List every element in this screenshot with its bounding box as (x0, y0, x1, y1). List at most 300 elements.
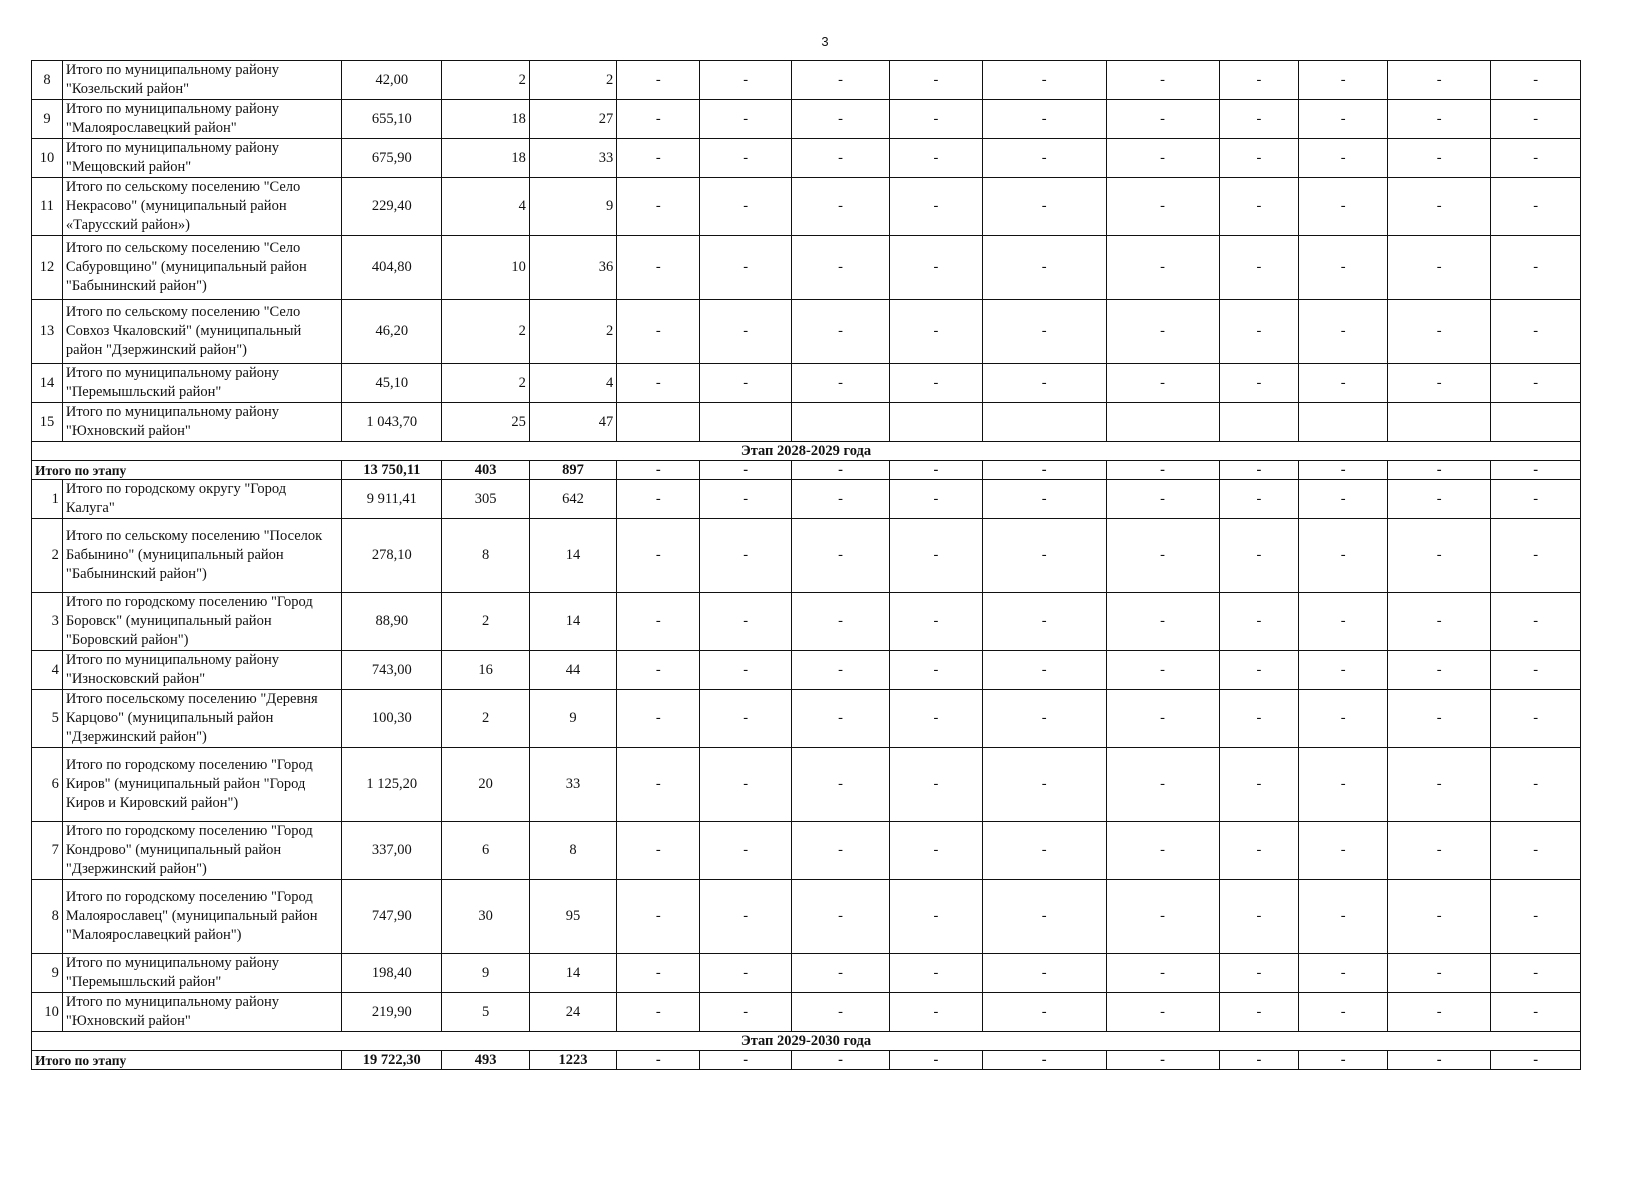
dash-cell: - (890, 954, 983, 993)
dash-cell: - (700, 1051, 792, 1070)
dash-cell: - (792, 993, 890, 1032)
dash-cell: - (982, 748, 1106, 822)
row-number: 13 (32, 300, 63, 364)
row-count-1: 2 (442, 364, 529, 403)
dash-cell: - (1219, 519, 1299, 593)
dash-cell: - (617, 593, 700, 651)
stage-total-row (32, 1051, 1581, 1070)
row-name: Итого по муниципальному району "Перемышльский район" (62, 364, 341, 403)
dash-cell: - (890, 100, 983, 139)
dash-cell: - (1387, 461, 1490, 480)
dash-cell: - (792, 100, 890, 139)
row-count-2: 95 (529, 880, 616, 954)
row-number: 8 (32, 880, 63, 954)
dash-cell: - (1219, 61, 1299, 100)
empty-cell (1106, 403, 1219, 442)
dash-cell: - (1491, 236, 1581, 300)
dash-cell: - (982, 519, 1106, 593)
dash-cell: - (1387, 364, 1490, 403)
dash-cell: - (1219, 236, 1299, 300)
row-name: Итого по сельскому поселению "Село Некрасово" (муниципальный район «Тарусский район») (62, 178, 341, 236)
dash-cell: - (700, 100, 792, 139)
row-number: 7 (32, 822, 63, 880)
row-name: Итого по сельскому поселению "Село Сабуровщино" (муниципальный район "Бабынинский район") (62, 236, 341, 300)
dash-cell: - (890, 480, 983, 519)
row-area: 404,80 (342, 236, 442, 300)
dash-cell: - (890, 1051, 983, 1070)
dash-cell: - (1219, 651, 1299, 690)
row-name: Итого по городскому поселению "Город Боровск" (муниципальный район "Боровский район") (62, 593, 341, 651)
dash-cell: - (700, 236, 792, 300)
dash-cell: - (1387, 651, 1490, 690)
row-count-2: 4 (529, 364, 616, 403)
dash-cell: - (890, 178, 983, 236)
stage-total-row (32, 461, 1581, 480)
dash-cell: - (1219, 690, 1299, 748)
dash-cell: - (1387, 748, 1490, 822)
table-row (32, 100, 1581, 139)
dash-cell: - (617, 651, 700, 690)
stage-total-label: Итого по этапу (32, 461, 342, 480)
row-count-1: 9 (442, 954, 529, 993)
table-row (32, 364, 1581, 403)
dash-cell: - (1106, 100, 1219, 139)
dash-cell: - (1491, 822, 1581, 880)
dash-cell: - (1299, 519, 1387, 593)
dash-cell: - (890, 651, 983, 690)
dash-cell: - (617, 1051, 700, 1070)
table-row (32, 993, 1581, 1032)
stage-total-label: Итого по этапу (32, 1051, 342, 1070)
dash-cell: - (1299, 651, 1387, 690)
row-count-2: 2 (529, 61, 616, 100)
row-area: 747,90 (342, 880, 442, 954)
dash-cell: - (617, 748, 700, 822)
dash-cell: - (1299, 461, 1387, 480)
row-count-1: 4 (442, 178, 529, 236)
stage-total-area: 19 722,30 (342, 1051, 442, 1070)
row-number: 15 (32, 403, 63, 442)
dash-cell: - (617, 178, 700, 236)
row-count-1: 2 (442, 690, 529, 748)
row-name: Итого по городскому поселению "Город Кондрово" (муниципальный район "Дзержинский район") (62, 822, 341, 880)
dash-cell: - (1106, 300, 1219, 364)
table-row (32, 480, 1581, 519)
row-count-2: 36 (529, 236, 616, 300)
row-count-1: 25 (442, 403, 529, 442)
table-row (32, 690, 1581, 748)
dash-cell: - (1387, 822, 1490, 880)
row-area: 88,90 (342, 593, 442, 651)
dash-cell: - (1299, 993, 1387, 1032)
dash-cell: - (700, 748, 792, 822)
empty-cell (982, 403, 1106, 442)
row-count-2: 24 (529, 993, 616, 1032)
dash-cell: - (982, 690, 1106, 748)
table-row (32, 651, 1581, 690)
row-count-1: 2 (442, 61, 529, 100)
dash-cell: - (1106, 364, 1219, 403)
data-table (31, 60, 1581, 1070)
dash-cell: - (1106, 139, 1219, 178)
dash-cell: - (1491, 100, 1581, 139)
row-count-2: 44 (529, 651, 616, 690)
dash-cell: - (982, 954, 1106, 993)
dash-cell: - (700, 364, 792, 403)
row-number: 6 (32, 748, 63, 822)
row-name: Итого по городскому округу "Город Калуга" (62, 480, 341, 519)
dash-cell: - (1106, 480, 1219, 519)
dash-cell: - (1106, 748, 1219, 822)
dash-cell: - (1219, 1051, 1299, 1070)
row-number: 5 (32, 690, 63, 748)
table-row (32, 178, 1581, 236)
table-row (32, 139, 1581, 178)
row-name: Итого по муниципальному району "Юхновский район" (62, 993, 341, 1032)
dash-cell: - (1387, 480, 1490, 519)
row-name: Итого по городскому поселению "Город Малоярославец" (муниципальный район "Малоярославецкий район") (62, 880, 341, 954)
row-count-2: 9 (529, 178, 616, 236)
dash-cell: - (617, 364, 700, 403)
dash-cell: - (982, 480, 1106, 519)
row-number: 14 (32, 364, 63, 403)
row-count-2: 2 (529, 300, 616, 364)
dash-cell: - (792, 139, 890, 178)
row-area: 42,00 (342, 61, 442, 100)
table-row (32, 403, 1581, 442)
dash-cell: - (1106, 822, 1219, 880)
row-count-2: 14 (529, 593, 616, 651)
dash-cell: - (982, 461, 1106, 480)
row-name: Итого по сельскому поселению "Село Совхоз Чкаловский" (муниципальный район "Дзержинский район") (62, 300, 341, 364)
dash-cell: - (890, 139, 983, 178)
dash-cell: - (1219, 364, 1299, 403)
row-area: 655,10 (342, 100, 442, 139)
row-number: 11 (32, 178, 63, 236)
row-count-1: 2 (442, 593, 529, 651)
dash-cell: - (700, 519, 792, 593)
dash-cell: - (617, 461, 700, 480)
dash-cell: - (1299, 822, 1387, 880)
dash-cell: - (792, 748, 890, 822)
row-area: 675,90 (342, 139, 442, 178)
dash-cell: - (1387, 954, 1490, 993)
dash-cell: - (792, 461, 890, 480)
row-area: 100,30 (342, 690, 442, 748)
dash-cell: - (1299, 1051, 1387, 1070)
dash-cell: - (890, 300, 983, 364)
dash-cell: - (1106, 61, 1219, 100)
dash-cell: - (1491, 993, 1581, 1032)
dash-cell: - (1491, 300, 1581, 364)
dash-cell: - (617, 519, 700, 593)
dash-cell: - (1219, 100, 1299, 139)
dash-cell: - (792, 480, 890, 519)
stage-total-area: 13 750,11 (342, 461, 442, 480)
dash-cell: - (700, 139, 792, 178)
dash-cell: - (792, 880, 890, 954)
table-row (32, 822, 1581, 880)
row-name: Итого по муниципальному району "Износковский район" (62, 651, 341, 690)
dash-cell: - (1299, 100, 1387, 139)
dash-cell: - (1387, 880, 1490, 954)
dash-cell: - (890, 748, 983, 822)
dash-cell: - (890, 519, 983, 593)
dash-cell: - (1491, 461, 1581, 480)
row-number: 10 (32, 139, 63, 178)
dash-cell: - (982, 593, 1106, 651)
empty-cell (890, 403, 983, 442)
dash-cell: - (1491, 1051, 1581, 1070)
row-name: Итого по муниципальному району "Малоярославецкий район" (62, 100, 341, 139)
row-number: 9 (32, 954, 63, 993)
dash-cell: - (982, 178, 1106, 236)
row-number: 10 (32, 993, 63, 1032)
row-area: 337,00 (342, 822, 442, 880)
dash-cell: - (1106, 954, 1219, 993)
dash-cell: - (1299, 480, 1387, 519)
row-count-2: 33 (529, 139, 616, 178)
row-count-1: 10 (442, 236, 529, 300)
dash-cell: - (1387, 236, 1490, 300)
dash-cell: - (1106, 593, 1219, 651)
table-row (32, 300, 1581, 364)
dash-cell: - (1491, 480, 1581, 519)
dash-cell: - (1299, 61, 1387, 100)
table-row (32, 519, 1581, 593)
dash-cell: - (617, 300, 700, 364)
empty-cell (1491, 403, 1581, 442)
stage-total-count-1: 403 (442, 461, 529, 480)
dash-cell: - (982, 300, 1106, 364)
row-area: 219,90 (342, 993, 442, 1032)
empty-cell (1299, 403, 1387, 442)
dash-cell: - (1106, 1051, 1219, 1070)
dash-cell: - (890, 461, 983, 480)
row-area: 1 125,20 (342, 748, 442, 822)
table-row (32, 61, 1581, 100)
page-number: 3 (821, 34, 829, 49)
table-row (32, 748, 1581, 822)
row-area: 278,10 (342, 519, 442, 593)
dash-cell: - (700, 822, 792, 880)
dash-cell: - (982, 100, 1106, 139)
row-area: 198,40 (342, 954, 442, 993)
row-number: 8 (32, 61, 63, 100)
dash-cell: - (890, 993, 983, 1032)
row-number: 1 (32, 480, 63, 519)
dash-cell: - (1491, 880, 1581, 954)
dash-cell: - (1106, 236, 1219, 300)
dash-cell: - (1219, 139, 1299, 178)
row-count-1: 16 (442, 651, 529, 690)
dash-cell: - (1491, 690, 1581, 748)
row-area: 46,20 (342, 300, 442, 364)
dash-cell: - (1106, 651, 1219, 690)
dash-cell: - (1387, 593, 1490, 651)
dash-cell: - (1491, 748, 1581, 822)
dash-cell: - (890, 880, 983, 954)
dash-cell: - (1387, 139, 1490, 178)
dash-cell: - (982, 236, 1106, 300)
dash-cell: - (1219, 300, 1299, 364)
dash-cell: - (1491, 593, 1581, 651)
dash-cell: - (792, 61, 890, 100)
dash-cell: - (1387, 1051, 1490, 1070)
dash-cell: - (982, 139, 1106, 178)
dash-cell: - (1387, 61, 1490, 100)
dash-cell: - (792, 364, 890, 403)
dash-cell: - (1299, 236, 1387, 300)
row-count-2: 27 (529, 100, 616, 139)
row-count-2: 642 (529, 480, 616, 519)
dash-cell: - (1491, 364, 1581, 403)
row-area: 9 911,41 (342, 480, 442, 519)
row-count-1: 6 (442, 822, 529, 880)
dash-cell: - (982, 364, 1106, 403)
table-row (32, 593, 1581, 651)
row-name: Итого посельскому поселению "Деревня Карцово" (муниципальный район "Дзержинский район") (62, 690, 341, 748)
dash-cell: - (1219, 954, 1299, 993)
dash-cell: - (1491, 651, 1581, 690)
dash-cell: - (1299, 139, 1387, 178)
dash-cell: - (982, 61, 1106, 100)
dash-cell: - (700, 480, 792, 519)
dash-cell: - (617, 822, 700, 880)
dash-cell: - (792, 300, 890, 364)
row-count-2: 47 (529, 403, 616, 442)
row-count-1: 18 (442, 100, 529, 139)
row-name: Итого по муниципальному району "Перемышльский район" (62, 954, 341, 993)
dash-cell: - (617, 993, 700, 1032)
dash-cell: - (792, 593, 890, 651)
dash-cell: - (1106, 993, 1219, 1032)
dash-cell: - (1491, 61, 1581, 100)
dash-cell: - (792, 519, 890, 593)
dash-cell: - (792, 690, 890, 748)
dash-cell: - (982, 880, 1106, 954)
dash-cell: - (1387, 519, 1490, 593)
table-row (32, 880, 1581, 954)
row-count-2: 8 (529, 822, 616, 880)
dash-cell: - (1491, 954, 1581, 993)
row-count-1: 305 (442, 480, 529, 519)
row-count-2: 14 (529, 954, 616, 993)
dash-cell: - (700, 690, 792, 748)
dash-cell: - (1299, 364, 1387, 403)
dash-cell: - (700, 880, 792, 954)
dash-cell: - (1106, 690, 1219, 748)
dash-cell: - (1299, 748, 1387, 822)
row-number: 4 (32, 651, 63, 690)
dash-cell: - (890, 364, 983, 403)
row-count-1: 2 (442, 300, 529, 364)
dash-cell: - (1387, 178, 1490, 236)
dash-cell: - (792, 651, 890, 690)
dash-cell: - (1219, 993, 1299, 1032)
stage-header-row (32, 442, 1581, 461)
dash-cell: - (1106, 178, 1219, 236)
dash-cell: - (890, 593, 983, 651)
row-count-2: 33 (529, 748, 616, 822)
dash-cell: - (617, 690, 700, 748)
dash-cell: - (1299, 954, 1387, 993)
row-count-1: 18 (442, 139, 529, 178)
dash-cell: - (1299, 880, 1387, 954)
stage-total-count-1: 493 (442, 1051, 529, 1070)
dash-cell: - (1387, 100, 1490, 139)
row-number: 3 (32, 593, 63, 651)
dash-cell: - (617, 480, 700, 519)
dash-cell: - (1491, 519, 1581, 593)
row-area: 743,00 (342, 651, 442, 690)
dash-cell: - (1299, 178, 1387, 236)
dash-cell: - (792, 1051, 890, 1070)
dash-cell: - (700, 300, 792, 364)
dash-cell: - (1299, 690, 1387, 748)
dash-cell: - (1491, 139, 1581, 178)
row-area: 229,40 (342, 178, 442, 236)
dash-cell: - (792, 178, 890, 236)
dash-cell: - (617, 61, 700, 100)
row-count-1: 20 (442, 748, 529, 822)
table-body (32, 61, 1581, 1070)
dash-cell: - (1219, 480, 1299, 519)
dash-cell: - (890, 61, 983, 100)
row-name: Итого по городскому поселению "Город Киров" (муниципальный район "Город Киров и Кировский район") (62, 748, 341, 822)
row-number: 2 (32, 519, 63, 593)
dash-cell: - (1219, 178, 1299, 236)
dash-cell: - (617, 236, 700, 300)
dash-cell: - (700, 651, 792, 690)
dash-cell: - (982, 822, 1106, 880)
row-count-1: 8 (442, 519, 529, 593)
dash-cell: - (792, 822, 890, 880)
row-name: Итого по муниципальному району "Юхновский район" (62, 403, 341, 442)
row-area: 45,10 (342, 364, 442, 403)
dash-cell: - (1299, 300, 1387, 364)
row-count-1: 5 (442, 993, 529, 1032)
row-number: 12 (32, 236, 63, 300)
empty-cell (1387, 403, 1490, 442)
table-row (32, 236, 1581, 300)
dash-cell: - (617, 139, 700, 178)
dash-cell: - (617, 100, 700, 139)
dash-cell: - (1219, 461, 1299, 480)
dash-cell: - (617, 954, 700, 993)
row-area: 1 043,70 (342, 403, 442, 442)
dash-cell: - (700, 461, 792, 480)
dash-cell: - (982, 651, 1106, 690)
dash-cell: - (617, 880, 700, 954)
empty-cell (617, 403, 700, 442)
row-number: 9 (32, 100, 63, 139)
stage-title: Этап 2028-2029 года (32, 442, 1581, 461)
stage-total-count-2: 1223 (529, 1051, 616, 1070)
dash-cell: - (1106, 461, 1219, 480)
dash-cell: - (982, 993, 1106, 1032)
dash-cell: - (1299, 593, 1387, 651)
row-count-1: 30 (442, 880, 529, 954)
stage-title: Этап 2029-2030 года (32, 1032, 1581, 1051)
dash-cell: - (792, 954, 890, 993)
dash-cell: - (890, 236, 983, 300)
dash-cell: - (700, 178, 792, 236)
row-name: Итого по муниципальному району "Мещовский район" (62, 139, 341, 178)
dash-cell: - (700, 593, 792, 651)
dash-cell: - (700, 61, 792, 100)
dash-cell: - (1219, 748, 1299, 822)
